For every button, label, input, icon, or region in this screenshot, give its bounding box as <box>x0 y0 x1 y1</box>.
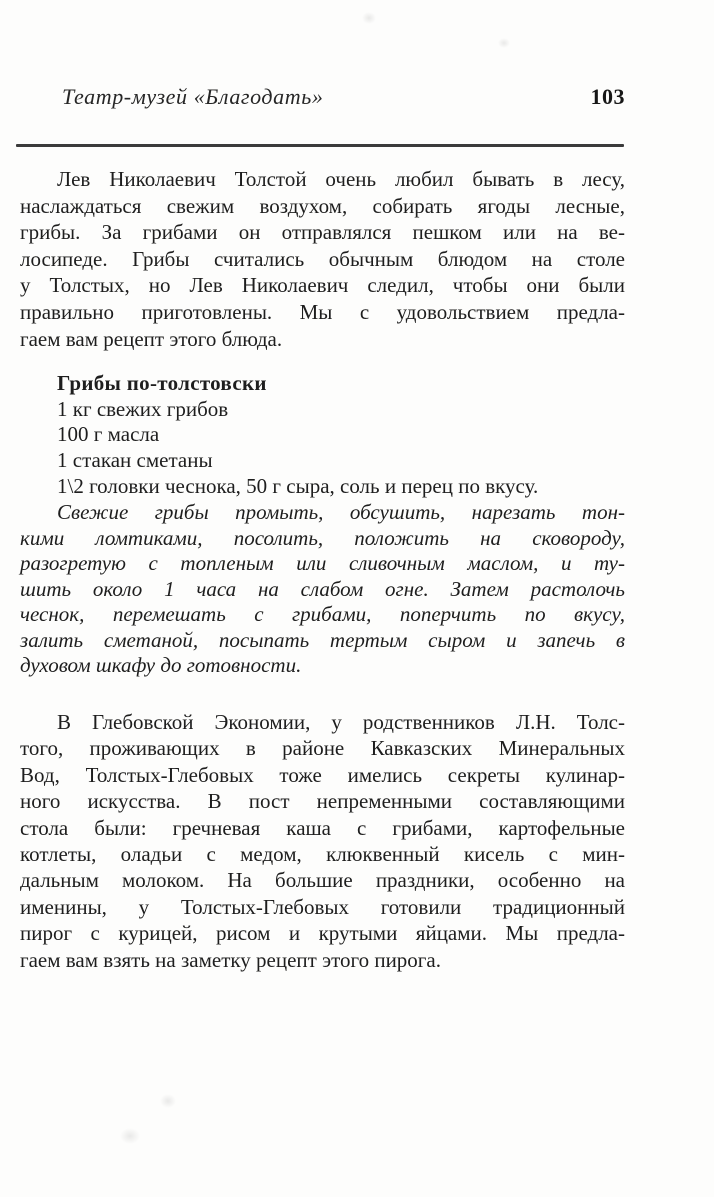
text-line: гаем вам взять на заметку рецепт этого пирога. <box>20 947 441 972</box>
text-line: Свежие грибы промыть, обсушить, нарезать тон- <box>57 500 625 524</box>
ingredient-line: 1 стакан сметаны <box>57 448 213 473</box>
running-header <box>20 84 625 110</box>
text-line: грибы. За грибами он отправлялся пешком или на ве- <box>20 220 625 245</box>
text-line: гаем вам рецепт этого блюда. <box>20 326 283 351</box>
text-line: чеснок, перемешать с грибами, поперчить по вкусу, <box>20 602 625 626</box>
text-line: наслаждаться свежим воздухом, собирать ягоды лесные, <box>20 193 625 218</box>
text-line: кими ломтиками, посолить, положить на сковороду, <box>20 525 625 550</box>
running-title: Театр-музей «Благодать» <box>62 84 324 109</box>
text-line: правильно приготовлены. Мы с удовольствием предла- <box>20 299 625 324</box>
text-line: того, проживающих в районе Кавказских Минеральных <box>20 736 625 761</box>
scan-smudge <box>120 1128 140 1144</box>
ingredient-line: 1 кг свежих грибов <box>57 396 229 421</box>
text-line: Вод, Толстых-Глебовых тоже имелись секреты кулинар- <box>20 762 625 787</box>
text-line: В Глебовской Экономии, у родственников Л.Н. Толс- <box>57 710 625 734</box>
text-line: залить сметаной, посыпать тертым сыром и запечь в <box>20 627 625 652</box>
text-line: у Толстых, но Лев Николаевич следил, чтобы они были <box>20 273 625 298</box>
scan-smudge <box>160 1094 176 1108</box>
text-line: разогретую с топленым или сливочным маслом, и ту- <box>20 551 625 575</box>
header-rule <box>16 144 624 147</box>
paragraph-outro <box>20 709 625 973</box>
paragraph-intro <box>20 166 625 352</box>
ingredient-line: 100 г масла <box>57 422 160 447</box>
text-line: пирог с курицей, рисом и крутыми яйцами. Мы предла- <box>20 921 625 946</box>
text-line: дальным молоком. На большие праздники, особенно на <box>20 868 625 893</box>
scan-smudge <box>362 12 376 24</box>
text-line: духовом шкафу до готовности. <box>20 653 302 677</box>
text-line: стола были: гречневая каша с грибами, картофельные <box>20 815 625 840</box>
paragraph-instructions <box>20 500 625 679</box>
text-line: именины, у Толстых-Глебовых готовили традиционный <box>20 894 625 919</box>
text-line: шить около 1 часа на слабом огне. Затем растолочь <box>20 576 625 601</box>
recipe-block <box>20 371 625 500</box>
text-line: Лев Николаевич Толстой очень любил бывать в лесу, <box>57 167 625 191</box>
scan-smudge <box>498 38 510 48</box>
page-number: 103 <box>590 84 625 109</box>
ingredient-line: 1\2 головки чеснока, 50 г сыра, соль и перец по вкусу. <box>57 473 539 498</box>
text-line: котлеты, оладьи с медом, клюквенный кисель с мин- <box>20 842 625 867</box>
text-line: лосипеде. Грибы считались обычным блюдом на столе <box>20 246 625 271</box>
text-line: ного искусства. В пост непременными составляющими <box>20 789 625 814</box>
recipe-title: Грибы по-толстовски <box>57 371 267 395</box>
